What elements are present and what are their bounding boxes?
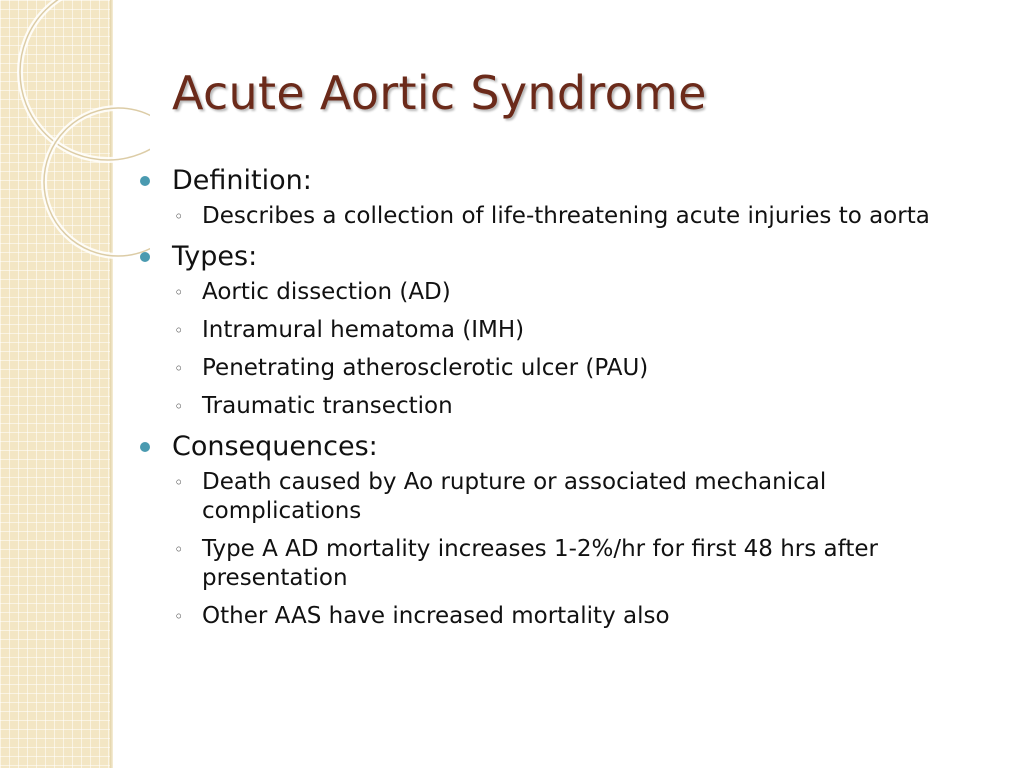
hollow-circle-bullet-icon: ◦ xyxy=(174,207,184,226)
hollow-circle-bullet-icon: ◦ xyxy=(174,397,184,416)
sub-bullet xyxy=(140,535,970,593)
sub-bullet xyxy=(140,468,970,526)
sub-bullet xyxy=(140,392,970,421)
hollow-circle-bullet-icon: ◦ xyxy=(174,607,184,626)
sub-bullet-text: Penetrating atherosclerotic ulcer (PAU) xyxy=(202,355,649,381)
bullet-list xyxy=(140,164,970,640)
bullet-definition xyxy=(140,164,970,198)
sub-bullet-text: Describes a collection of life-threatening acute injuries to aorta xyxy=(202,203,930,229)
sub-bullet-text: Other AAS have increased mortality also xyxy=(202,603,670,629)
slide-title: Acute Aortic Syndrome xyxy=(172,66,707,120)
bullet-text: Definition: xyxy=(172,165,312,196)
sub-bullet-text: Traumatic transection xyxy=(202,393,453,419)
sub-bullet xyxy=(140,278,970,307)
bullet-text: Types: xyxy=(172,241,258,272)
hollow-circle-bullet-icon: ◦ xyxy=(174,321,184,340)
hollow-circle-bullet-icon: ◦ xyxy=(174,359,184,378)
filled-circle-bullet-icon xyxy=(140,442,150,452)
sub-bullet-text: Aortic dissection (AD) xyxy=(202,279,451,305)
filled-circle-bullet-icon xyxy=(140,252,150,262)
sub-bullet xyxy=(140,354,970,383)
bullet-types xyxy=(140,240,970,274)
hollow-circle-bullet-icon: ◦ xyxy=(174,540,184,559)
sub-bullet-text: Intramural hematoma (IMH) xyxy=(202,317,525,343)
hollow-circle-bullet-icon: ◦ xyxy=(174,283,184,302)
filled-circle-bullet-icon xyxy=(140,176,150,186)
bullet-consequences xyxy=(140,430,970,464)
hollow-circle-bullet-icon: ◦ xyxy=(174,473,184,492)
sub-bullet-text: Death caused by Ao rupture or associated mechanical complications xyxy=(202,469,827,524)
sub-bullet xyxy=(140,602,970,631)
sub-bullet xyxy=(140,316,970,345)
sub-bullet-text: Type A AD mortality increases 1-2%/hr for first 48 hrs after presentation xyxy=(202,536,878,591)
sub-bullet xyxy=(140,202,970,231)
bullet-text: Consequences: xyxy=(172,431,378,462)
decorative-rings-icon xyxy=(0,0,150,260)
